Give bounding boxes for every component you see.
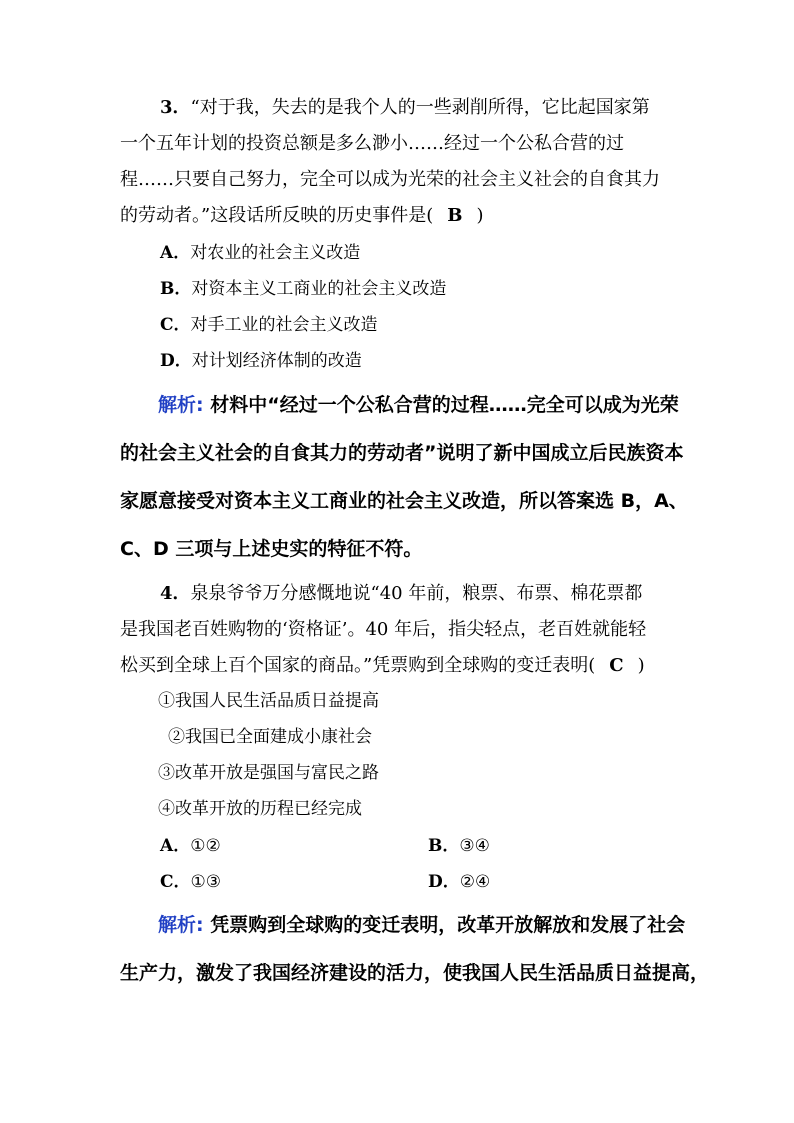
- explanation-label: 解析:: [158, 914, 204, 936]
- q4-option-c: [160, 870, 221, 894]
- option-text: ①③: [190, 872, 222, 892]
- q3-number: 3．: [160, 97, 191, 118]
- option-text: 对资本主义工商业的社会主义改造: [191, 279, 447, 299]
- q4-close-paren: ): [637, 655, 645, 676]
- option-letter: A．: [160, 243, 191, 263]
- option-text: ②④: [459, 872, 491, 892]
- option-letter: C．: [160, 315, 191, 335]
- option-text: ③④: [459, 836, 490, 856]
- q4-statement-3: ③改革开放是强国与富民之路: [158, 763, 379, 783]
- q3-option-c: [160, 313, 378, 337]
- q4-explanation-line-2: 生产力，激发了我国经济建设的活力，使我国人民生活品质日益提高，: [120, 962, 710, 984]
- q4-statement-4: ④改革开放的历程已经完成: [158, 799, 362, 819]
- explanation-text: 材料中“经过一个公私合营的过程……完全可以成为光荣: [203, 394, 679, 416]
- option-letter: B．: [160, 279, 192, 299]
- q4-stem-3: 松买到全球上百个国家的商品。”凭票购到全球购的变迁表明(: [120, 655, 596, 676]
- option-text: 对手工业的社会主义改造: [190, 315, 378, 335]
- q3-line-4: [120, 204, 483, 228]
- q4-answer: C: [609, 655, 624, 676]
- q4-stem-1: 泉泉爷爷万分感慨地说“40 年前，粮票、布票、棉花票都: [190, 583, 643, 604]
- q4-option-d: [428, 870, 490, 894]
- q3-line-1: [160, 96, 650, 120]
- q3-close-paren: ): [476, 205, 484, 226]
- option-letter: B．: [428, 836, 460, 856]
- q4-line-3: [120, 654, 645, 678]
- q4-line-2: 是我国老百姓购物的‘资格证’。40 年后，指尖轻点，老百姓就能轻: [120, 619, 647, 640]
- option-text: ①②: [190, 836, 221, 856]
- q4-statement-2: ②我国已全面建成小康社会: [168, 727, 372, 747]
- option-letter: D．: [160, 351, 192, 371]
- q3-explanation-line-1: [158, 392, 679, 418]
- option-letter: A．: [160, 836, 191, 856]
- q4-explanation-line-1: [158, 912, 685, 938]
- q3-stem-1: “对于我，失去的是我个人的一些剥削所得，它比起国家第: [190, 97, 650, 118]
- q4-statement-1: ①我国人民生活品质日益提高: [158, 691, 379, 711]
- q3-answer: B: [447, 205, 463, 226]
- option-text: 对计划经济体制的改造: [191, 351, 362, 371]
- option-letter: D．: [428, 872, 460, 892]
- explanation-text: 凭票购到全球购的变迁表明，改革开放解放和发展了社会: [203, 914, 686, 936]
- q3-line-3: 程……只要自己努力，完全可以成为光荣的社会主义社会的自食其力: [120, 169, 660, 190]
- explanation-label: 解析:: [158, 394, 204, 416]
- option-letter: C．: [160, 872, 191, 892]
- q3-option-b: [160, 277, 446, 301]
- q4-option-b: [428, 834, 490, 858]
- q4-option-a: [160, 834, 221, 858]
- q3-explanation-line-3: 家愿意接受对资本主义工商业的社会主义改造，所以答案选 B，A、: [120, 490, 688, 512]
- q3-option-d: [160, 349, 362, 373]
- q3-stem-4: 的劳动者。”这段话所反映的历史事件是(: [120, 205, 434, 226]
- q3-line-2: 一个五年计划的投资总额是多么渺小……经过一个公私合营的过: [120, 133, 624, 154]
- option-text: 对农业的社会主义改造: [190, 243, 361, 263]
- q3-explanation-line-2: 的社会主义社会的自食其力的劳动者”说明了新中国成立后民族资本: [120, 442, 684, 464]
- q4-number: 4．: [160, 583, 191, 604]
- q3-option-a: [160, 241, 360, 265]
- q3-explanation-line-4: C、D 三项与上述史实的特征不符。: [120, 538, 423, 560]
- q4-line-1: [160, 582, 642, 606]
